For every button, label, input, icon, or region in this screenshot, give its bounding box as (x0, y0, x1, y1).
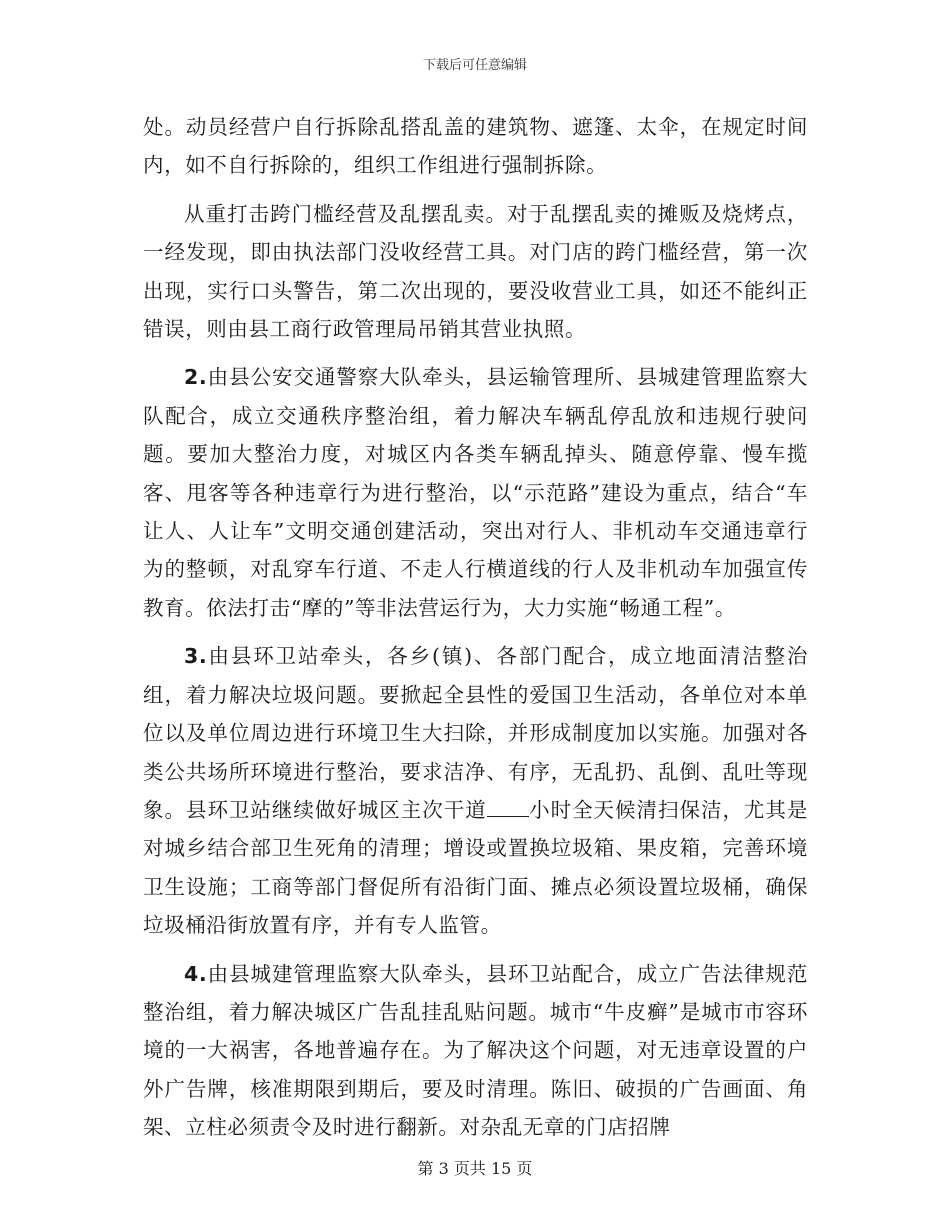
paragraph-crackdown: 从重打击跨门槛经营及乱摆乱卖。对于乱摆乱卖的摊贩及烧烤点，一经发现，即由执法部门没收经营工具。对门店的跨门槛经营，第一次出现，实行口头警告，第二次出现的，要没收营业工具，如还不能纠正错误，则由县工商行政管理局吊销其营业执照。 (143, 201, 808, 342)
paragraph-item-2 (143, 358, 808, 627)
paragraph-item-3 (143, 637, 808, 944)
item-text-before-blank: 由县环卫站牵头，各乡(镇)、各部门配合，成立地面清洁整治组，着力解决垃圾问题。要掀起全县性的爱国卫生活动，各单位对本单位以及单位周边进行环境卫生大扫除，并形成制度加以实施。加强对各类公共场所环境进行整治，要求洁净、有序，无乱扔、乱倒、乱吐等现象。县环卫站继续做好城区主次干道 (143, 644, 808, 822)
page-header: 下载后可任意编辑 (422, 58, 527, 73)
item-number: 4. (184, 961, 208, 986)
paragraph-continuation: 处。动员经营户自行拆除乱搭乱盖的建筑物、遮篷、太伞，在规定时间内，如不自行拆除的，组织工作组进行强制拆除。 (143, 115, 808, 178)
fill-in-blank (487, 796, 529, 817)
document-body (143, 108, 808, 1147)
item-number: 3. (184, 644, 208, 669)
item-text-after-blank: 小时全天候清扫保洁，尤其是对城乡结合部卫生死角的清理；增设或置换垃圾箱、果皮箱，完善环境卫生设施；工商等部门督促所有沿街门面、摊点必须设置垃圾桶，确保垃圾桶沿街放置有序，并有专人监管。 (143, 797, 808, 938)
page-footer: 第 3 页共 15 页 (417, 1159, 533, 1178)
item-number: 2. (184, 365, 208, 390)
item-text: 由县公安交通警察大队牵头，县运输管理所、县城建管理监察大队配合，成立交通秩序整治组，着力解决车辆乱停乱放和违规行驶问题。要加大整治力度，对城区内各类车辆乱掉头、随意停靠、慢车揽客、甩客等各种违章行为进行整治，以“示范路”建设为重点，结合“车让人、人让车”文明交通创建活动，突出对行人、非机动车交通违章行为的整顿，对乱穿车行道、不走人行横道线的行人及非机动车加强宣传教育。依法打击“摩的”等非法营运行为，大力实施“畅通工程”。 (143, 365, 808, 620)
item-text: 由县城建管理监察大队牵头，县环卫站配合，成立广告法律规范整治组，着力解决城区广告乱挂乱贴问题。城市“牛皮癣”是城市市容环境的一大祸害，各地普遍存在。为了解决这个问题，对无违章设置的户外广告牌，核准期限到期后，要及时清理。陈旧、破损的广告画面、角架、立柱必须责令及时进行翻新。对杂乱无章的门店招牌 (143, 961, 808, 1140)
paragraph-item-4 (143, 955, 808, 1147)
